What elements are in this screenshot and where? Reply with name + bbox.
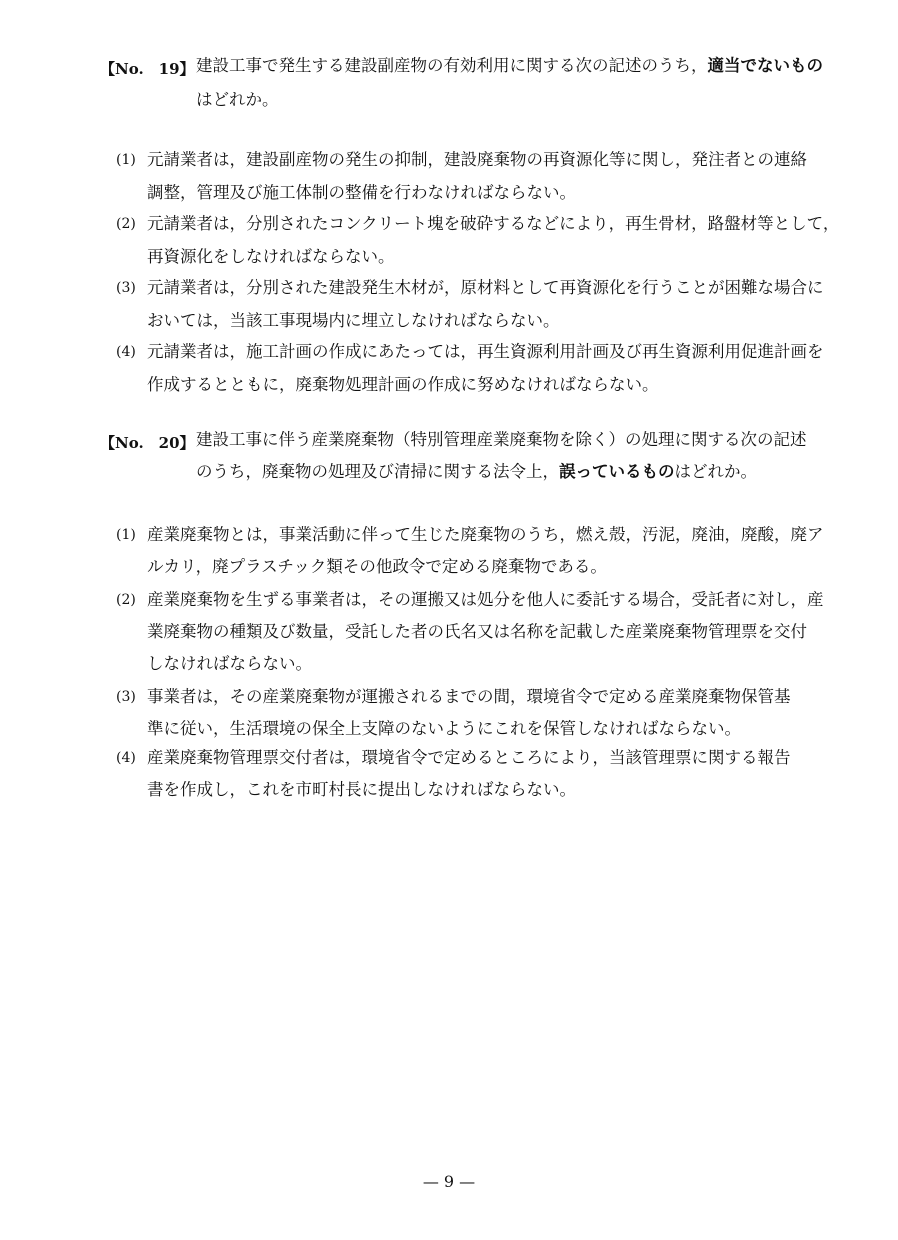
option-number: (4)	[116, 344, 136, 360]
option-text: 事業者は，その産業廃棄物が運搬されるまでの間，環境省令で定める産業廃棄物保管基	[147, 687, 791, 706]
option-text: 調整，管理及び施工体制の整備を行わなければならない。	[147, 183, 576, 202]
option-number: (3)	[116, 689, 136, 705]
stem-emphasis: 適当でないもの	[707, 56, 823, 75]
option-text: 元請業者は，建設副産物の発生の抑制，建設廃棄物の再資源化等に関し，発注者との連絡	[147, 150, 807, 169]
stem-emphasis: 誤っているもの	[559, 462, 675, 481]
option-number: (2)	[116, 592, 136, 608]
option-text: 準に従い，生活環境の保全上支障のないようにこれを保管しなければならない。	[147, 719, 741, 738]
stem-text: 建設工事に伴う産業廃棄物（特別管理産業廃棄物を除く）の処理に関する次の記述	[196, 430, 807, 449]
question-number: 【No. 20】	[100, 434, 195, 452]
option-text: 産業廃棄物管理票交付者は，環境省令で定めるところにより，当該管理票に関する報告	[147, 748, 791, 767]
option-text: 書を作成し，これを市町村長に提出しなければならない。	[147, 780, 576, 799]
stem-text: 建設工事で発生する建設副産物の有効利用に関する次の記述のうち，	[196, 56, 708, 75]
stem-text: はどれか。	[674, 462, 757, 481]
option-text: おいては，当該工事現場内に埋立しなければならない。	[147, 311, 560, 330]
stem-text: はどれか。	[196, 90, 279, 109]
option-text: 業廃棄物の種類及び数量，受託した者の氏名又は名称を記載した産業廃棄物管理票を交付	[147, 622, 807, 641]
option-text: 産業廃棄物を生ずる事業者は，その運搬又は処分を他人に委託する場合，受託者に対し，産	[147, 590, 824, 609]
question-number: 【No. 19】	[100, 60, 195, 78]
option-text: 元請業者は，分別された建設発生木材が，原材料として再資源化を行うことが困難な場合に	[147, 278, 824, 297]
option-number: (4)	[116, 750, 136, 766]
option-text: 元請業者は，分別されたコンクリート塊を破砕するなどにより，再生骨材，路盤材等として，	[147, 214, 840, 233]
page-number: — 9 —	[422, 1172, 476, 1191]
option-text: ルカリ，廃プラスチック類その他政令で定める廃棄物である。	[147, 557, 607, 576]
option-number: (1)	[116, 152, 136, 168]
option-text: しなければならない。	[147, 654, 312, 673]
option-text: 作成するとともに，廃棄物処理計画の作成に努めなければならない。	[147, 375, 659, 394]
option-number: (3)	[116, 280, 136, 296]
stem-text: のうち，廃棄物の処理及び清掃に関する法令上，	[196, 462, 559, 481]
option-number: (2)	[116, 216, 136, 232]
option-text: 再資源化をしなければならない。	[147, 247, 395, 266]
option-number: (1)	[116, 527, 136, 543]
option-text: 元請業者は，施工計画の作成にあたっては，再生資源利用計画及び再生資源利用促進計画を	[147, 342, 824, 361]
option-text: 産業廃棄物とは，事業活動に伴って生じた廃棄物のうち，燃え殻，汚泥，廃油，廃酸，廃ア	[147, 525, 824, 544]
